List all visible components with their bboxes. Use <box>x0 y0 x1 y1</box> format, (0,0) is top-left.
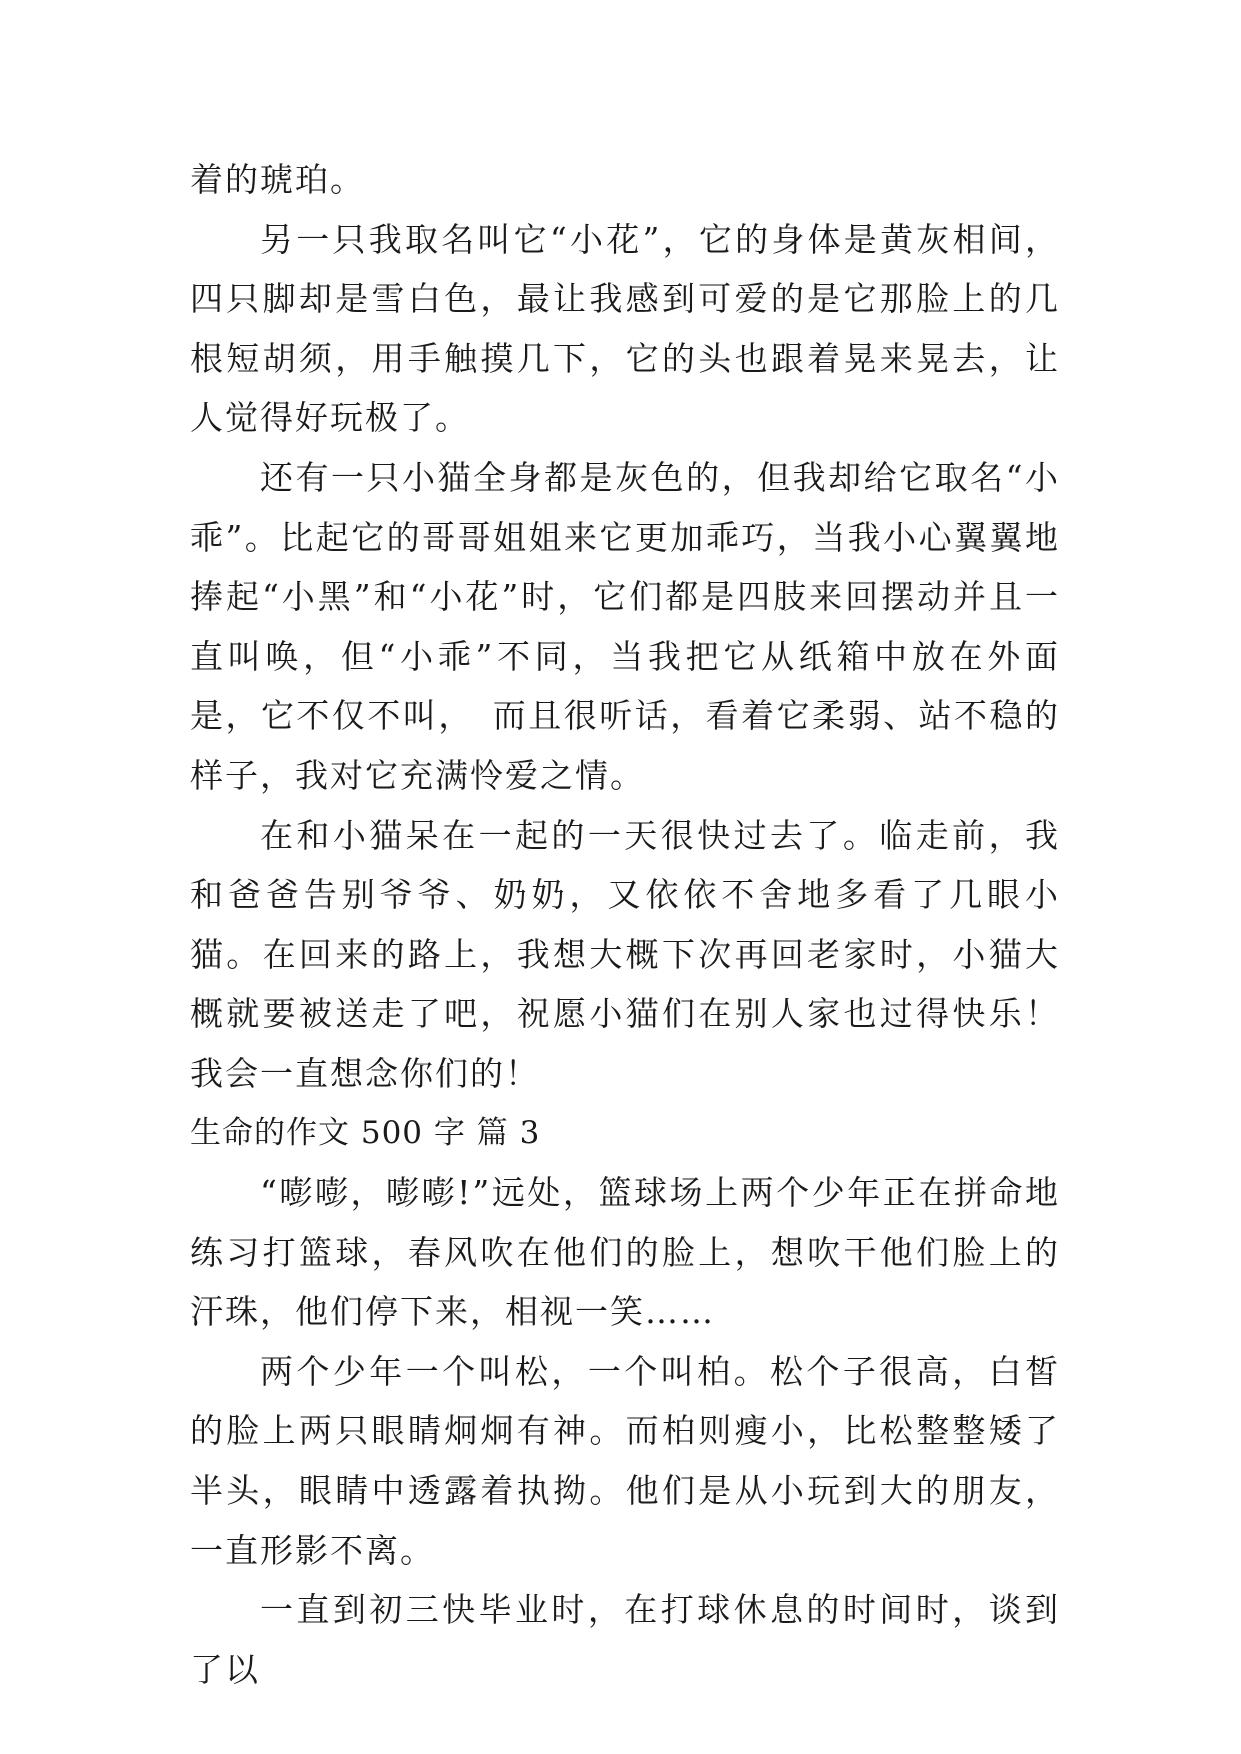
paragraph: 着的琥珀。 <box>190 160 365 199</box>
paragraph: 还有一只小猫全身都是灰色的，但我却给它取名“小乖”。比起它的哥哥姐姐来它更加乖巧，当我小心翼翼地捧起“小黑”和“小花”时，它们都是四肢来回摆动并且一直叫唤，但“小乖”不同，当我把它从纸箱中放在外面是，它不仅不叫， 而且很听话，看着它柔弱、站不稳的样子，我对它充满怜爱之情。 <box>190 457 1060 795</box>
paragraph: “嘭嘭，嘭嘭!”远处，篮球场上两个少年正在拼命地练习打篮球，春风吹在他们的脸上，想吹干他们脸上的汗珠，他们停下来，相视一笑…… <box>190 1173 1060 1332</box>
paragraph: 另一只我取名叫它“小花”，它的身体是黄灰相间，四只脚却是雪白色，最让我感到可爱的是它那脸上的几根短胡须，用手触摸几下，它的头也跟着晃来晃去，让人觉得好玩极了。 <box>190 219 1060 438</box>
paragraph: 一直到初三快毕业时，在打球休息的时间时，谈到了以 <box>190 1590 1060 1689</box>
paragraph: 两个少年一个叫松，一个叫柏。松个子很高，白皙的脸上两只眼睛炯炯有神。而柏则瘦小，比松整整矮了半头，眼睛中透露着执拗。他们是从小玩到大的朋友，一直形影不离。 <box>190 1351 1060 1570</box>
paragraph: 在和小猫呆在一起的一天很快过去了。临走前，我和爸爸告别爷爷、奶奶，又依依不舍地多看了几眼小猫。在回来的路上，我想大概下次再回老家时，小猫大概就要被送走了吧，祝愿小猫们在别人家也过得快乐！我会一直想念你们的！ <box>190 815 1060 1093</box>
document-body <box>190 150 1060 1699</box>
section-heading: 生命的作文 500 字 篇 3 <box>190 1114 541 1151</box>
